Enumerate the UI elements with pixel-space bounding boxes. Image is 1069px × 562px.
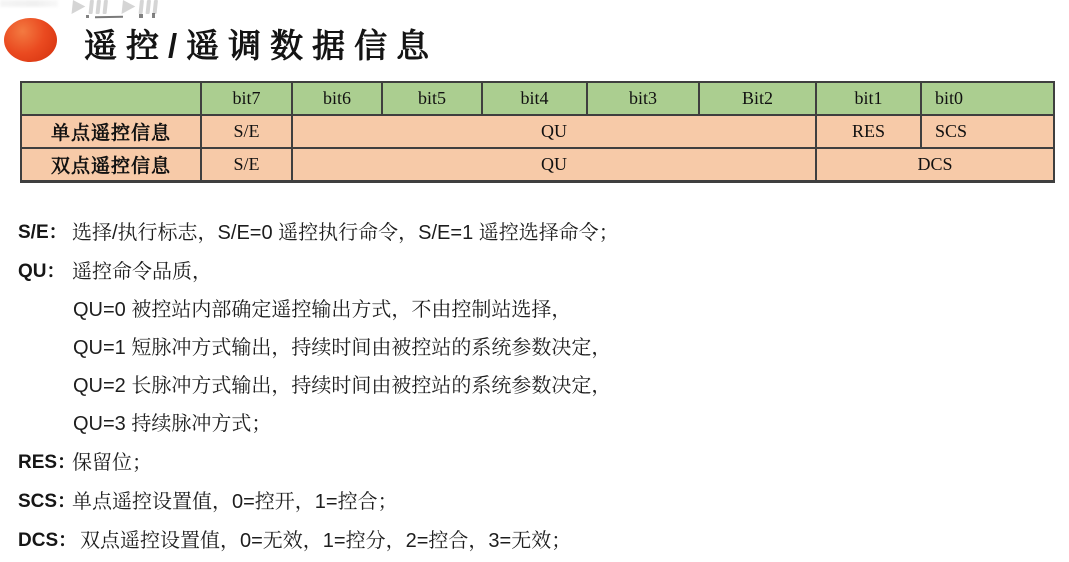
definition-dcs — [0, 528, 1069, 554]
header-cell-empty — [21, 82, 201, 115]
table-row-double-point — [21, 148, 1054, 182]
row-label-double-point: 双点遥控信息 — [21, 148, 201, 182]
table-row-single-point — [21, 115, 1054, 148]
cell-se: S/E — [201, 148, 292, 182]
title-bullet-circle-icon — [4, 18, 57, 62]
page-title: 遥控/遥调数据信息 — [84, 27, 439, 64]
definition-qu3 — [0, 411, 1069, 437]
cell-qu-merged: QU — [292, 115, 816, 148]
header-cell-bit4: bit4 — [482, 82, 587, 115]
bit-field-table — [20, 81, 1055, 183]
table-header-row — [21, 82, 1054, 115]
row-label-single-point: 单点遥控信息 — [21, 115, 201, 148]
watermark-speck — [86, 15, 89, 18]
header-cell-bit2: Bit2 — [699, 82, 816, 115]
definition-qu1 — [0, 335, 1069, 361]
definition-text: QU=1 短脉冲方式输出，持续时间由被控站的系统参数决定， — [73, 337, 612, 359]
definition-scs — [0, 489, 1069, 515]
header-cell-bit3: bit3 — [587, 82, 699, 115]
definition-text: 双点遥控设置值，0=无效，1=控分，2=控合，3=无效； — [80, 530, 572, 552]
cell-dcs-merged: DCS — [816, 148, 1054, 182]
definition-se — [0, 220, 1069, 246]
definition-label: S/E： — [18, 222, 68, 243]
definition-text: QU=0 被控站内部确定遥控输出方式，不由控制站选择， — [73, 299, 572, 321]
bilibili-logo-watermark-icon — [71, 0, 171, 15]
watermark-speck — [139, 14, 143, 18]
cell-res: RES — [816, 115, 921, 148]
cell-qu-merged: QU — [292, 148, 816, 182]
header-cell-bit7: bit7 — [201, 82, 292, 115]
definition-text: QU=2 长脉冲方式输出，持续时间由被控站的系统参数决定， — [73, 375, 612, 397]
header-cell-bit6: bit6 — [292, 82, 382, 115]
watermark-speck — [95, 16, 123, 18]
definition-text: 单点遥控设置值，0=控开，1=控合； — [72, 491, 398, 513]
corner-watermark-smudge — [0, 0, 58, 7]
definition-label: QU： — [18, 261, 66, 282]
definition-label: RES： — [18, 452, 77, 473]
watermark-speck — [152, 13, 155, 18]
definition-res — [0, 450, 1069, 476]
bilibili-glyphs — [71, 0, 171, 15]
definition-text: 保留位； — [72, 452, 152, 474]
cell-se: S/E — [201, 115, 292, 148]
header-cell-bit1: bit1 — [816, 82, 921, 115]
definition-label: DCS： — [18, 530, 78, 551]
definition-text: 选择/执行标志，S/E=0 遥控执行命令，S/E=1 遥控选择命令； — [72, 222, 619, 244]
definition-qu0 — [0, 297, 1069, 323]
definition-label: SCS： — [18, 491, 77, 512]
cell-scs: SCS — [921, 115, 1054, 148]
definition-qu — [0, 259, 1069, 285]
definition-text: QU=3 持续脉冲方式； — [73, 413, 272, 435]
header-cell-bit0: bit0 — [921, 82, 1054, 115]
definition-text: 遥控命令品质， — [72, 261, 212, 283]
definition-qu2 — [0, 373, 1069, 399]
header-cell-bit5: bit5 — [382, 82, 482, 115]
